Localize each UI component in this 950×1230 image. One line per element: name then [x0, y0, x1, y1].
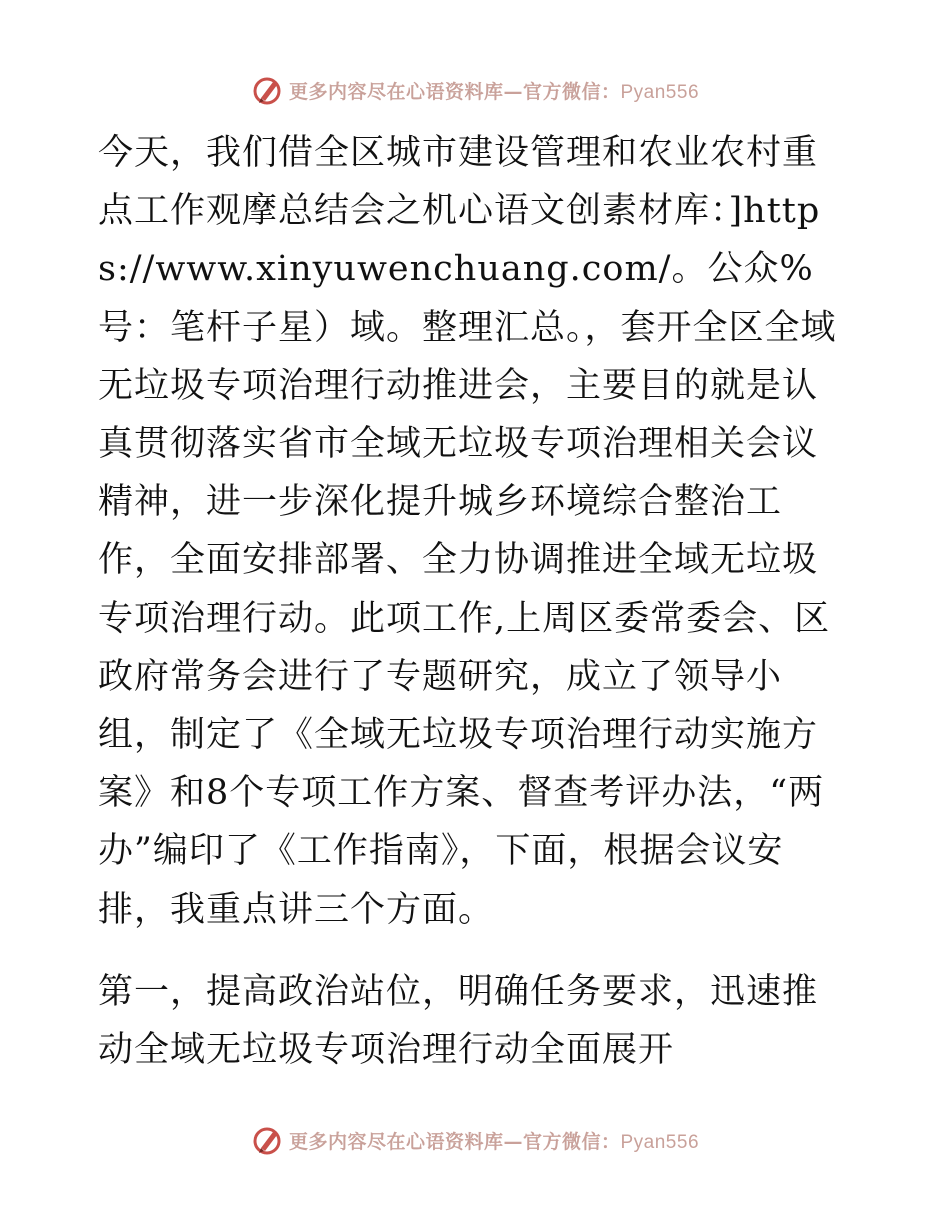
footer-banner — [0, 1120, 950, 1160]
section-heading: 第一，提高政治站位，明确任务要求，迅速推动全域无垃圾专项治理行动全面展开 — [98, 971, 819, 1071]
pen-logo-icon — [251, 1124, 283, 1156]
header-banner — [0, 70, 950, 110]
document-body — [98, 124, 850, 1079]
wechat-id: Pyan556 — [620, 1131, 700, 1153]
banner-text: 更多内容尽在心语资料库—官方微信：Pyan556 — [288, 1130, 700, 1153]
wechat-id: Pyan556 — [620, 81, 700, 103]
body-paragraph: 今天，我们借全区城市建设管理和农业农村重点工作观摩总结会之机心语文创素材库：]https://www.xinyuwenchuang.com/。公众%号：笔杆子星）域。整理汇总。，套开全区全域无垃圾专项治理行动推进会，主要目的就是认真贯彻落实省市全域无垃圾专项治理相关会议精神，进一步深化提升城乡环境综合整治工作，全面安排部署、全力协调推进全域无垃圾专项治理行动。此项工作,上周区委常委会、区政府常务会进行了专题研究，成立了领导小组，制定了《全域无垃圾专项治理行动实施方案》和8个专项工作方案、督查考评办法，“两办”编印了《工作指南》，下面，根据会议安排，我重点讲三个方面。 — [98, 133, 837, 930]
pen-logo-icon — [251, 74, 283, 106]
banner-text: 更多内容尽在心语资料库—官方微信：Pyan556 — [288, 80, 700, 103]
